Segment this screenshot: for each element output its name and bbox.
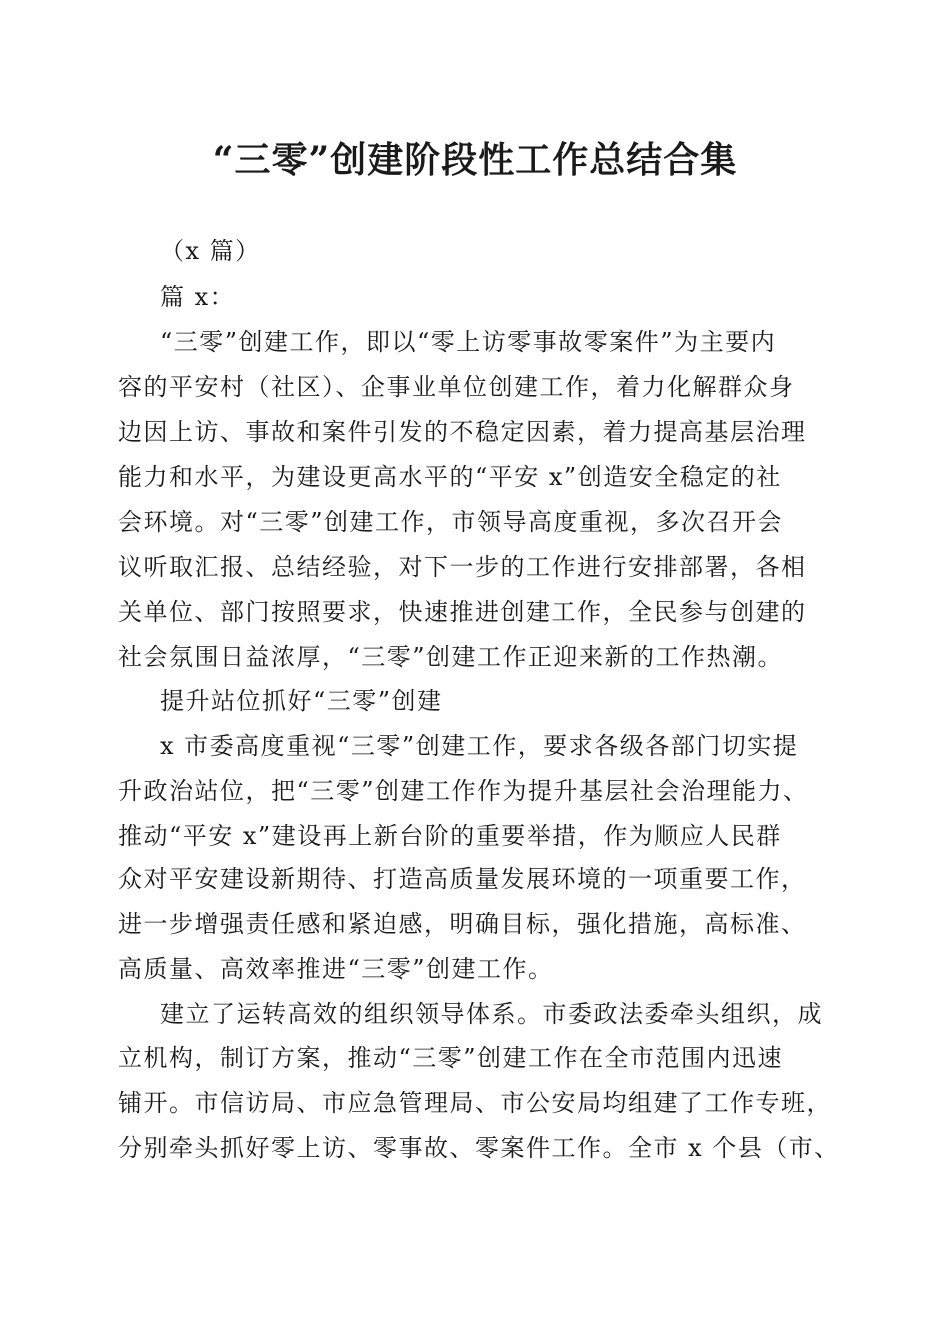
paragraph-line: 升政治站位，把“三零”创建工作作为提升基层社会治理能力、 bbox=[118, 777, 809, 805]
paragraph-line: 分别牵头抓好零上访、零事故、零案件工作。全市 x 个县（市、 bbox=[118, 1134, 840, 1162]
paragraph-line: 边因上访、事故和案件引发的不稳定因素，着力提高基层治理 bbox=[118, 418, 807, 446]
paragraph-line: 能力和水平，为建设更高水平的“平安 x”创造安全稳定的社 bbox=[118, 463, 782, 491]
paragraph-line: 铺开。市信访局、市应急管理局、市公安局均组建了工作专班， bbox=[118, 1089, 832, 1117]
paragraph-line: x 市委高度重视“三零”创建工作，要求各级各部门切实提 bbox=[160, 732, 799, 760]
section-label: 篇 x： bbox=[160, 283, 236, 311]
paragraph-line: 建立了运转高效的组织领导体系。市委政法委牵头组织，成 bbox=[160, 1000, 823, 1028]
paragraph-line: “三零”创建工作，即以“零上访零事故零案件”为主要内 bbox=[160, 328, 777, 356]
paragraph-line: 立机构，制订方案，推动“三零”创建工作在全市范围内迅速 bbox=[118, 1044, 784, 1072]
paragraph-line: 议听取汇报、总结经验，对下一步的工作进行安排部署，各相 bbox=[118, 553, 807, 581]
paragraph-line: 推动“平安 x”建设再上新台阶的重要举措，作为顺应人民群 bbox=[118, 822, 782, 850]
paragraph-line: 会环境。对“三零”创建工作，市领导高度重视，多次召开会 bbox=[118, 508, 784, 536]
section-heading: 提升站位抓好“三零”创建 bbox=[160, 687, 443, 715]
paragraph-line: 进一步增强责任感和紧迫感，明确目标，强化措施，高标准、 bbox=[118, 910, 807, 938]
paragraph-line: 社会氛围日益浓厚，“三零”创建工作正迎来新的工作热潮。 bbox=[118, 643, 784, 671]
paragraph-line: 高质量、高效率推进“三零”创建工作。 bbox=[118, 955, 554, 983]
document-subtitle: （x 篇） bbox=[160, 237, 261, 265]
paragraph-line: 关单位、部门按照要求，快速推进创建工作，全民参与创建的 bbox=[118, 598, 807, 626]
paragraph-line: 众对平安建设新期待、打造高质量发展环境的一项重要工作， bbox=[118, 865, 807, 893]
paragraph-line: 容的平安村（社区）、企事业单位创建工作，着力化解群众身 bbox=[118, 373, 795, 401]
document-title: “三零”创建阶段性工作总结合集 bbox=[212, 139, 738, 181]
